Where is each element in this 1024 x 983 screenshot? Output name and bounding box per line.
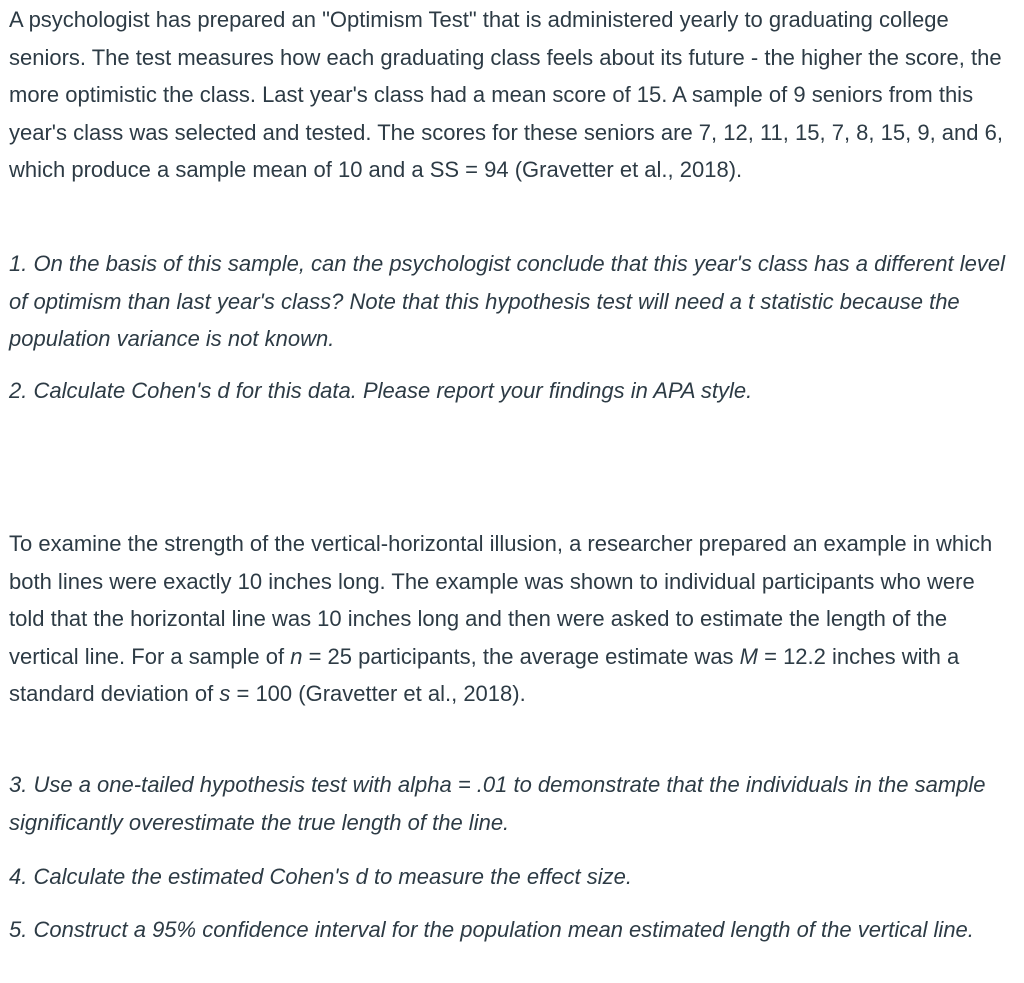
m-symbol: M: [739, 643, 758, 669]
s-symbol: s: [219, 681, 231, 706]
question-4: 4. Calculate the estimated Cohen's d to measure the effect size.: [9, 864, 632, 889]
question-2: 2. Calculate Cohen's d for this data. Please report your findings in APA style.: [9, 378, 753, 403]
problem-2-intro: [9, 525, 1009, 713]
question-3: 3. Use a one-tailed hypothesis test with alpha = .01 to demonstrate that the individuals in the sample significantly overestimate the true length of the line.: [9, 772, 986, 835]
problem-2-intro-d: = 100 (Gravetter et al., 2018).: [230, 681, 526, 706]
question-5: 5. Construct a 95% confidence interval for the population mean estimated length of the vertical line.: [9, 917, 974, 942]
problem-2-intro-c: = 12.2 inches with a standard deviation of: [9, 643, 960, 706]
question-1: 1. On the basis of this sample, can the psychologist conclude that this year's class has a different level of optimism than last year's class? Note that this hypothesis test will need a t statistic because the population variance is not known.: [9, 251, 1005, 351]
n-symbol: n: [290, 643, 303, 669]
problem-2-intro-a: To examine the strength of the vertical-horizontal illusion, a researcher prepared an example in which both lines were exactly 10 inches long. The example was shown to individual participants who were told that the horizontal line was 10 inches long and then were asked to estimate the length of the vertical line. For a sample of: [9, 531, 993, 669]
problem-2-intro-b: = 25 participants, the average estimate was: [302, 643, 740, 669]
problem-1-intro: A psychologist has prepared an "Optimism Test" that is administered yearly to graduating college seniors. The test measures how each graduating class feels about its future - the higher the score, the more optimistic the class. Last year's class had a mean score of 15. A sample of 9 seniors from this year's class was selected and tested. The scores for these seniors are 7, 12, 11, 15, 7, 8, 15, 9, and 6, which produce a sample mean of 10 and a SS = 94 (Gravetter et al., 2018).: [9, 7, 1003, 182]
